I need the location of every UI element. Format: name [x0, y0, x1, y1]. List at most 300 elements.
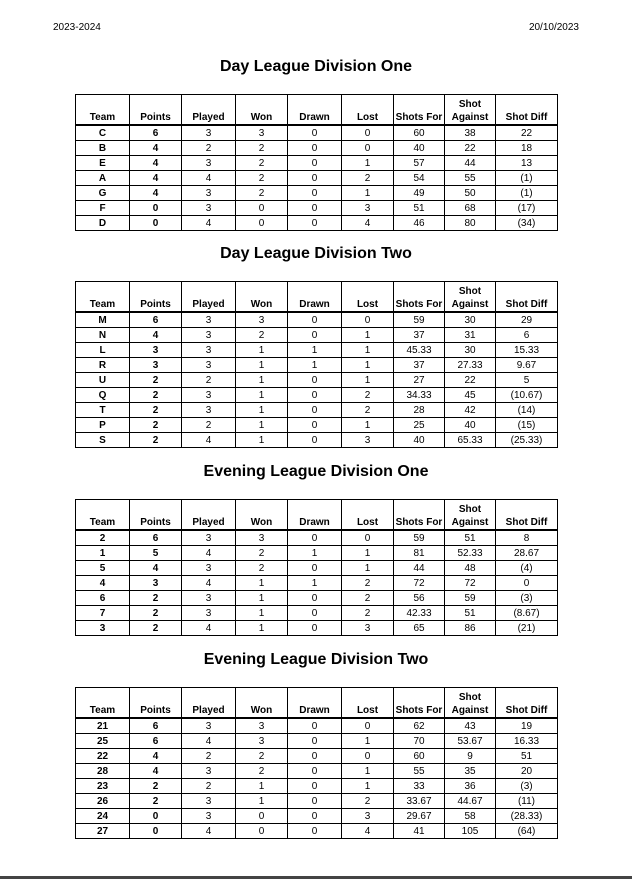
cell-points: 0 [130, 201, 182, 216]
cell-points: 3 [130, 343, 182, 358]
cell-shot-against: 40 [445, 418, 496, 433]
cell-points: 6 [130, 312, 182, 328]
column-header-won: Won [236, 95, 288, 126]
table-row [76, 764, 558, 779]
cell-points: 2 [130, 403, 182, 418]
table-row [76, 328, 558, 343]
cell-won: 1 [236, 358, 288, 373]
cell-lost: 3 [342, 201, 394, 216]
column-header-points: Points [130, 500, 182, 531]
cell-team: 24 [76, 809, 130, 824]
cell-lost: 1 [342, 546, 394, 561]
cell-points: 2 [130, 621, 182, 636]
cell-won: 0 [236, 809, 288, 824]
cell-played: 4 [182, 171, 236, 186]
cell-shot-against: 36 [445, 779, 496, 794]
table-row [76, 824, 558, 839]
cell-won: 2 [236, 156, 288, 171]
column-header-shot-against: Shot Against [445, 688, 496, 719]
cell-team: T [76, 403, 130, 418]
table-header-row [76, 500, 558, 531]
cell-shots-for: 62 [394, 718, 445, 734]
cell-shots-for: 27 [394, 373, 445, 388]
column-header-played: Played [182, 95, 236, 126]
cell-shot-against: 105 [445, 824, 496, 839]
column-header-points: Points [130, 688, 182, 719]
cell-shot-diff: (14) [496, 403, 558, 418]
column-header-drawn: Drawn [288, 500, 342, 531]
cell-lost: 1 [342, 764, 394, 779]
cell-won: 1 [236, 779, 288, 794]
cell-lost: 3 [342, 809, 394, 824]
cell-shot-against: 38 [445, 125, 496, 141]
season-label: 2023-2024 [53, 22, 101, 33]
cell-shot-against: 45 [445, 388, 496, 403]
cell-shot-diff: (34) [496, 216, 558, 231]
cell-shots-for: 55 [394, 764, 445, 779]
cell-played: 3 [182, 794, 236, 809]
cell-played: 3 [182, 358, 236, 373]
cell-won: 3 [236, 125, 288, 141]
column-header-drawn: Drawn [288, 95, 342, 126]
column-header-team: Team [76, 95, 130, 126]
table-row [76, 373, 558, 388]
cell-drawn: 0 [288, 606, 342, 621]
cell-shot-against: 65.33 [445, 433, 496, 448]
cell-played: 2 [182, 418, 236, 433]
cell-won: 1 [236, 343, 288, 358]
cell-shot-diff: (1) [496, 171, 558, 186]
cell-drawn: 0 [288, 388, 342, 403]
cell-shot-diff: (15) [496, 418, 558, 433]
cell-lost: 2 [342, 591, 394, 606]
cell-played: 3 [182, 403, 236, 418]
cell-won: 0 [236, 201, 288, 216]
table-row [76, 171, 558, 186]
cell-lost: 1 [342, 561, 394, 576]
table-row [76, 606, 558, 621]
column-header-points: Points [130, 95, 182, 126]
cell-played: 2 [182, 373, 236, 388]
cell-team: 4 [76, 576, 130, 591]
cell-lost: 0 [342, 312, 394, 328]
cell-lost: 2 [342, 388, 394, 403]
cell-drawn: 0 [288, 749, 342, 764]
cell-drawn: 0 [288, 734, 342, 749]
cell-points: 4 [130, 141, 182, 156]
column-header-played: Played [182, 500, 236, 531]
table-row [76, 388, 558, 403]
cell-shots-for: 40 [394, 433, 445, 448]
cell-shot-diff: 8 [496, 530, 558, 546]
cell-team: M [76, 312, 130, 328]
table-row [76, 403, 558, 418]
cell-won: 1 [236, 433, 288, 448]
column-header-drawn: Drawn [288, 688, 342, 719]
cell-lost: 1 [342, 418, 394, 433]
cell-team: U [76, 373, 130, 388]
cell-points: 6 [130, 718, 182, 734]
cell-shot-against: 43 [445, 718, 496, 734]
cell-shot-diff: (11) [496, 794, 558, 809]
cell-shot-diff: 15.33 [496, 343, 558, 358]
cell-lost: 4 [342, 216, 394, 231]
cell-played: 3 [182, 125, 236, 141]
cell-points: 3 [130, 358, 182, 373]
cell-points: 3 [130, 576, 182, 591]
cell-shot-diff: (17) [496, 201, 558, 216]
column-header-won: Won [236, 282, 288, 313]
cell-won: 1 [236, 576, 288, 591]
cell-shots-for: 72 [394, 576, 445, 591]
cell-shot-against: 51 [445, 606, 496, 621]
cell-shot-diff: (3) [496, 779, 558, 794]
cell-points: 4 [130, 156, 182, 171]
cell-shot-diff: 18 [496, 141, 558, 156]
cell-lost: 0 [342, 125, 394, 141]
cell-played: 3 [182, 561, 236, 576]
cell-shot-against: 72 [445, 576, 496, 591]
cell-shot-against: 44 [445, 156, 496, 171]
cell-drawn: 0 [288, 591, 342, 606]
cell-points: 6 [130, 734, 182, 749]
cell-points: 0 [130, 824, 182, 839]
league-table [75, 499, 558, 636]
cell-shots-for: 42.33 [394, 606, 445, 621]
cell-shots-for: 44 [394, 561, 445, 576]
cell-won: 0 [236, 216, 288, 231]
table-row [76, 433, 558, 448]
cell-shots-for: 33.67 [394, 794, 445, 809]
cell-lost: 1 [342, 328, 394, 343]
cell-shots-for: 33 [394, 779, 445, 794]
cell-lost: 2 [342, 576, 394, 591]
cell-shot-against: 44.67 [445, 794, 496, 809]
cell-shot-diff: (28.33) [496, 809, 558, 824]
cell-lost: 1 [342, 343, 394, 358]
cell-drawn: 0 [288, 125, 342, 141]
cell-played: 3 [182, 591, 236, 606]
cell-played: 4 [182, 734, 236, 749]
cell-team: D [76, 216, 130, 231]
cell-won: 3 [236, 530, 288, 546]
cell-shot-against: 27.33 [445, 358, 496, 373]
cell-shot-against: 58 [445, 809, 496, 824]
cell-drawn: 0 [288, 171, 342, 186]
cell-drawn: 0 [288, 794, 342, 809]
table-row [76, 576, 558, 591]
cell-won: 3 [236, 734, 288, 749]
cell-shots-for: 45.33 [394, 343, 445, 358]
cell-lost: 3 [342, 433, 394, 448]
column-header-shot-diff: Shot Diff [496, 282, 558, 313]
cell-lost: 2 [342, 403, 394, 418]
cell-team: C [76, 125, 130, 141]
league-table [75, 281, 558, 448]
table-row [76, 809, 558, 824]
column-header-shot-against: Shot Against [445, 500, 496, 531]
table-row [76, 749, 558, 764]
cell-shot-diff: 13 [496, 156, 558, 171]
table-row [76, 358, 558, 373]
cell-drawn: 0 [288, 764, 342, 779]
cell-team: P [76, 418, 130, 433]
column-header-shot-diff: Shot Diff [496, 688, 558, 719]
cell-lost: 1 [342, 156, 394, 171]
column-header-points: Points [130, 282, 182, 313]
cell-shots-for: 25 [394, 418, 445, 433]
table-row [76, 125, 558, 141]
cell-team: 28 [76, 764, 130, 779]
cell-shots-for: 60 [394, 125, 445, 141]
cell-drawn: 0 [288, 373, 342, 388]
cell-shot-against: 55 [445, 171, 496, 186]
cell-team: 3 [76, 621, 130, 636]
cell-drawn: 1 [288, 546, 342, 561]
column-header-lost: Lost [342, 688, 394, 719]
cell-shot-diff: (21) [496, 621, 558, 636]
cell-shots-for: 59 [394, 312, 445, 328]
cell-lost: 2 [342, 606, 394, 621]
cell-won: 1 [236, 621, 288, 636]
cell-shot-diff: 6 [496, 328, 558, 343]
cell-played: 3 [182, 809, 236, 824]
cell-points: 4 [130, 328, 182, 343]
column-header-shot-against: Shot Against [445, 282, 496, 313]
cell-shot-diff: 16.33 [496, 734, 558, 749]
cell-shot-diff: (10.67) [496, 388, 558, 403]
cell-shot-against: 42 [445, 403, 496, 418]
cell-won: 3 [236, 312, 288, 328]
cell-drawn: 1 [288, 343, 342, 358]
cell-points: 5 [130, 546, 182, 561]
table-row [76, 779, 558, 794]
cell-shots-for: 46 [394, 216, 445, 231]
cell-points: 4 [130, 764, 182, 779]
cell-drawn: 0 [288, 312, 342, 328]
cell-drawn: 0 [288, 201, 342, 216]
column-header-played: Played [182, 688, 236, 719]
cell-lost: 1 [342, 373, 394, 388]
cell-lost: 1 [342, 734, 394, 749]
cell-team: A [76, 171, 130, 186]
cell-played: 3 [182, 388, 236, 403]
cell-shot-against: 30 [445, 343, 496, 358]
cell-points: 0 [130, 809, 182, 824]
cell-team: E [76, 156, 130, 171]
cell-shot-against: 86 [445, 621, 496, 636]
cell-points: 2 [130, 373, 182, 388]
cell-played: 3 [182, 606, 236, 621]
cell-won: 2 [236, 749, 288, 764]
column-header-won: Won [236, 688, 288, 719]
column-header-team: Team [76, 500, 130, 531]
cell-points: 4 [130, 171, 182, 186]
cell-shots-for: 40 [394, 141, 445, 156]
cell-shots-for: 29.67 [394, 809, 445, 824]
cell-drawn: 1 [288, 358, 342, 373]
cell-shot-against: 31 [445, 328, 496, 343]
cell-shot-diff: 51 [496, 749, 558, 764]
cell-shot-diff: 22 [496, 125, 558, 141]
cell-shot-diff: (3) [496, 591, 558, 606]
cell-drawn: 0 [288, 718, 342, 734]
cell-points: 4 [130, 749, 182, 764]
cell-team: F [76, 201, 130, 216]
cell-shot-against: 48 [445, 561, 496, 576]
table-row [76, 718, 558, 734]
cell-shots-for: 37 [394, 328, 445, 343]
cell-shots-for: 70 [394, 734, 445, 749]
cell-points: 2 [130, 779, 182, 794]
column-header-shots-for: Shots For [394, 95, 445, 126]
table-row [76, 561, 558, 576]
cell-shot-against: 35 [445, 764, 496, 779]
cell-lost: 0 [342, 718, 394, 734]
cell-drawn: 0 [288, 621, 342, 636]
cell-shot-diff: 5 [496, 373, 558, 388]
cell-played: 3 [182, 343, 236, 358]
cell-shots-for: 37 [394, 358, 445, 373]
cell-team: 5 [76, 561, 130, 576]
table-row [76, 343, 558, 358]
cell-shot-diff: 29 [496, 312, 558, 328]
cell-points: 2 [130, 591, 182, 606]
cell-drawn: 1 [288, 576, 342, 591]
cell-won: 2 [236, 186, 288, 201]
column-header-shot-diff: Shot Diff [496, 95, 558, 126]
column-header-shot-diff: Shot Diff [496, 500, 558, 531]
cell-lost: 2 [342, 794, 394, 809]
cell-shot-diff: (25.33) [496, 433, 558, 448]
cell-won: 2 [236, 764, 288, 779]
column-header-drawn: Drawn [288, 282, 342, 313]
cell-points: 2 [130, 433, 182, 448]
table-row [76, 530, 558, 546]
table-header-row [76, 95, 558, 126]
column-header-team: Team [76, 688, 130, 719]
cell-won: 1 [236, 388, 288, 403]
cell-team: 21 [76, 718, 130, 734]
table-row [76, 546, 558, 561]
cell-shot-diff: (64) [496, 824, 558, 839]
table-row [76, 216, 558, 231]
cell-team: 23 [76, 779, 130, 794]
league-table [75, 94, 558, 231]
cell-played: 4 [182, 576, 236, 591]
cell-team: G [76, 186, 130, 201]
cell-played: 3 [182, 718, 236, 734]
cell-team: B [76, 141, 130, 156]
cell-shot-diff: 19 [496, 718, 558, 734]
table-row [76, 418, 558, 433]
cell-shots-for: 59 [394, 530, 445, 546]
cell-points: 4 [130, 186, 182, 201]
cell-played: 3 [182, 186, 236, 201]
cell-drawn: 0 [288, 824, 342, 839]
cell-played: 3 [182, 764, 236, 779]
cell-won: 1 [236, 591, 288, 606]
column-header-shots-for: Shots For [394, 688, 445, 719]
cell-shot-diff: (8.67) [496, 606, 558, 621]
cell-shots-for: 56 [394, 591, 445, 606]
column-header-shots-for: Shots For [394, 282, 445, 313]
cell-points: 4 [130, 561, 182, 576]
cell-played: 3 [182, 328, 236, 343]
cell-won: 1 [236, 403, 288, 418]
cell-played: 3 [182, 201, 236, 216]
column-header-shot-against: Shot Against [445, 95, 496, 126]
cell-won: 1 [236, 418, 288, 433]
cell-shots-for: 51 [394, 201, 445, 216]
cell-lost: 3 [342, 621, 394, 636]
column-header-won: Won [236, 500, 288, 531]
cell-shot-diff: 28.67 [496, 546, 558, 561]
league-table [75, 687, 558, 839]
table-row [76, 312, 558, 328]
cell-team: L [76, 343, 130, 358]
cell-shot-against: 52.33 [445, 546, 496, 561]
cell-played: 2 [182, 779, 236, 794]
cell-shots-for: 28 [394, 403, 445, 418]
cell-won: 2 [236, 546, 288, 561]
cell-team: Q [76, 388, 130, 403]
section-title: Evening League Division One [203, 463, 429, 480]
cell-won: 1 [236, 373, 288, 388]
cell-lost: 1 [342, 358, 394, 373]
cell-drawn: 0 [288, 216, 342, 231]
column-header-lost: Lost [342, 95, 394, 126]
cell-shot-against: 22 [445, 141, 496, 156]
cell-shots-for: 65 [394, 621, 445, 636]
cell-played: 3 [182, 530, 236, 546]
column-header-played: Played [182, 282, 236, 313]
cell-points: 6 [130, 125, 182, 141]
column-header-shots-for: Shots For [394, 500, 445, 531]
cell-shot-against: 59 [445, 591, 496, 606]
cell-shot-against: 50 [445, 186, 496, 201]
table-row [76, 621, 558, 636]
cell-lost: 0 [342, 749, 394, 764]
cell-played: 4 [182, 824, 236, 839]
cell-drawn: 0 [288, 418, 342, 433]
table-header-row [76, 688, 558, 719]
column-header-lost: Lost [342, 282, 394, 313]
cell-won: 0 [236, 824, 288, 839]
cell-lost: 0 [342, 141, 394, 156]
cell-played: 3 [182, 312, 236, 328]
cell-team: S [76, 433, 130, 448]
cell-shot-against: 68 [445, 201, 496, 216]
table-row [76, 734, 558, 749]
cell-points: 0 [130, 216, 182, 231]
cell-team: 27 [76, 824, 130, 839]
cell-team: 22 [76, 749, 130, 764]
column-header-lost: Lost [342, 500, 394, 531]
table-row [76, 186, 558, 201]
cell-shot-diff: 0 [496, 576, 558, 591]
cell-drawn: 0 [288, 809, 342, 824]
cell-lost: 4 [342, 824, 394, 839]
section-title: Day League Division Two [220, 245, 412, 262]
cell-team: N [76, 328, 130, 343]
cell-shots-for: 34.33 [394, 388, 445, 403]
table-row [76, 141, 558, 156]
cell-shot-against: 53.67 [445, 734, 496, 749]
cell-lost: 1 [342, 779, 394, 794]
cell-drawn: 0 [288, 403, 342, 418]
cell-shot-against: 80 [445, 216, 496, 231]
